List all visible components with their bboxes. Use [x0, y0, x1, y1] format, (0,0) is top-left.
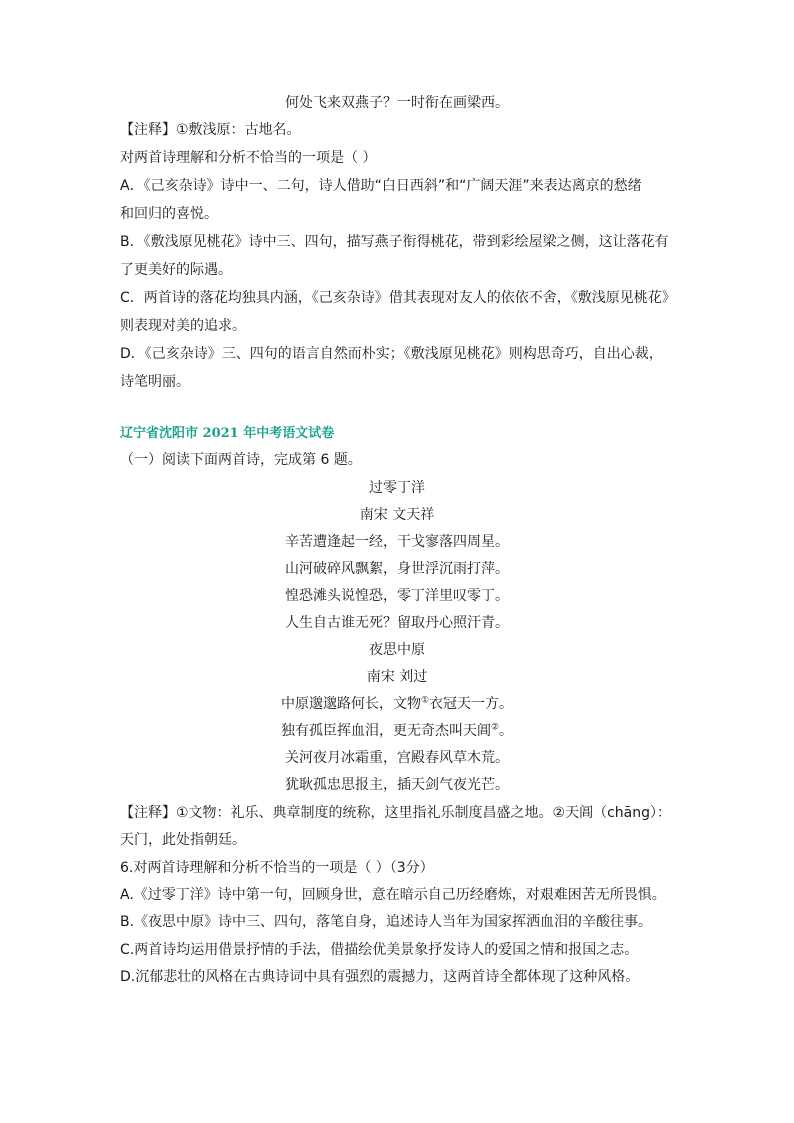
q6-option-b: B.《夜思中原》诗中三、四句，落笔自身，追述诗人当年为国家挥洒血泪的辛酸往事。	[120, 914, 653, 930]
poem1-author: 南宋 文天祥	[359, 507, 435, 523]
question-text: 对两首诗理解和分析不恰当的一项是（ ）	[120, 150, 377, 166]
section-note-line2: 天门，此处指朝廷。	[120, 832, 246, 848]
footnote-marker: ②	[490, 722, 500, 733]
poem2-line: 犹耿孤忠思报主，插天剑气夜光芒。	[285, 777, 509, 793]
q6-option-c: C.两首诗均运用借景抒情的手法，借描绘优美景象抒发诗人的爱国之情和报国之志。	[120, 942, 639, 958]
note-line	[120, 120, 301, 140]
q6-option-d: D.沉郁悲壮的风格在古典诗词中具有强烈的震撼力，这两首诗全都体现了这种风格。	[120, 969, 640, 985]
poem1-line: 辛苦遭逢起一经，干戈寥落四周星。	[285, 534, 509, 550]
section-note-line1: 【注释】①文物：礼乐、典章制度的统称，这里指礼乐制度昌盛之地。②天阊（chāng）：	[120, 805, 672, 821]
poem-last-line: 何处飞来双燕子？一时衔在画梁西。	[285, 95, 509, 111]
note-text: ①敷浅原：古地名。	[176, 122, 301, 138]
section-title: 辽宁省沈阳市 2021 年中考语文试卷	[120, 426, 335, 441]
option-d-line1: D．《己亥杂诗》三、四句的语言自然而朴实；《敷浅原见桃花》则构思奇巧，自出心裁，	[120, 346, 663, 362]
poem1-line: 惶恐滩头说惶恐，零丁洋里叹零丁。	[285, 588, 509, 604]
footnote-marker: ①	[420, 695, 430, 706]
q6-option-a: A.《过零丁洋》诗中第一句，回顾身世，意在暗示自己历经磨炼，对艰难困苦无所畏惧。	[120, 887, 666, 903]
option-b-line1: B．《敷浅原见桃花》诗中三、四句，描写燕子衔得桃花，带到彩绘屋梁之侧，这让落花有	[120, 234, 669, 250]
poem2-author: 南宋 刘过	[366, 669, 428, 685]
option-a-line2: 和回归的喜悦。	[120, 206, 218, 222]
poem1-title: 过零丁洋	[369, 480, 425, 496]
poem2-line: 关河夜月冰霜重，宫殿春风草木荒。	[285, 750, 509, 766]
question-6: 6.对两首诗理解和分析不恰当的一项是（ ）（3分）	[120, 860, 434, 876]
poem2-title: 夜思中原	[369, 642, 425, 658]
poem1-line: 人生自古谁无死？留取丹心照汗青。	[285, 615, 509, 631]
section-instruction: （一）阅读下面两首诗，完成第 6 题。	[120, 452, 362, 468]
poem2-line: 中原邈邈路何长，文物①衣冠天一方。	[280, 695, 514, 712]
option-a-line1: A．《己亥杂诗》诗中一、二句，诗人借助“白日西斜”和“广阔天涯”来表达离京的愁绪	[120, 178, 642, 194]
option-c-line2: 则表现对美的追求。	[120, 318, 246, 334]
poem2-line: 独有孤臣挥血泪，更无奇杰叫天阊②。	[280, 722, 514, 739]
option-c-line1: C．两首诗的落花均独具内涵，《己亥杂诗》借其表现对友人的依依不舍，《敷浅原见桃花》	[120, 290, 676, 306]
poem1-line: 山河破碎风飘絮，身世浮沉雨打萍。	[285, 561, 509, 577]
option-b-line2: 了更美好的际遇。	[120, 262, 232, 278]
note-label: 【注释】	[120, 122, 176, 138]
option-d-line2: 诗笔明丽。	[120, 374, 190, 390]
